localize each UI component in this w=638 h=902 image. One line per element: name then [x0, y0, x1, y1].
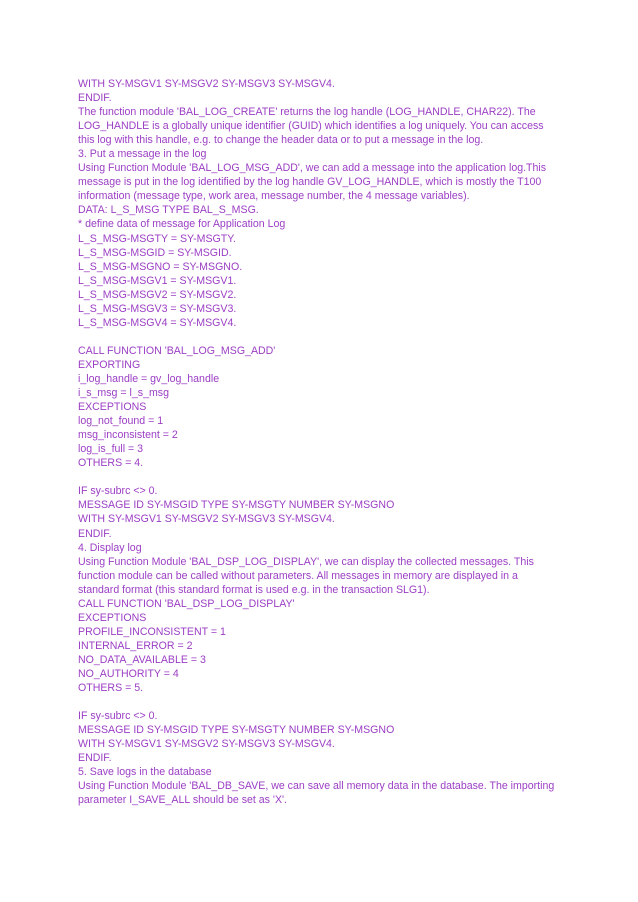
text-line: OTHERS = 4. — [78, 457, 144, 470]
text-line: information (message type, work area, message number, the 4 message variables). — [78, 190, 470, 203]
text-line: WITH SY-MSGV1 SY-MSGV2 SY-MSGV3 SY-MSGV4. — [78, 78, 335, 90]
text-line: EXPORTING — [78, 358, 141, 371]
text-line: ENDIF. — [78, 752, 112, 765]
text-line: PROFILE_INCONSISTENT = 1 — [78, 625, 226, 638]
text-line: log_is_full = 3 — [78, 443, 144, 456]
text-line: log_not_found = 1 — [78, 415, 164, 428]
text-line: The function module 'BAL_LOG_CREATE' returns the log handle (LOG_HANDLE, CHAR22). The — [78, 106, 536, 119]
text-line: IF sy-subrc <> 0. — [78, 710, 158, 723]
text-line: EXCEPTIONS — [78, 611, 147, 624]
text-line: OTHERS = 5. — [78, 682, 144, 695]
text-line: Using Function Module 'BAL_DB_SAVE, we can save all memory data in the database. The importing — [78, 780, 555, 793]
text-line: 5. Save logs in the database — [78, 766, 212, 779]
text-line: 3. Put a message in the log — [78, 148, 207, 161]
text-line: EXCEPTIONS — [78, 401, 147, 414]
text-line: L_S_MSG-MSGID = SY-MSGID. — [78, 246, 232, 259]
text-line: CALL FUNCTION 'BAL_LOG_MSG_ADD' — [78, 344, 276, 357]
text-line: INTERNAL_ERROR = 2 — [78, 639, 193, 652]
text-line: function module can be called without parameters. All messages in memory are displayed in a — [78, 569, 518, 582]
text-line: message is put in the log identified by the log handle GV_LOG_HANDLE, which is mostly the T100 — [78, 176, 542, 189]
text-line: Using Function Module 'BAL_DSP_LOG_DISPLAY', we can display the collected messages. This — [78, 555, 534, 568]
text-line: L_S_MSG-MSGV4 = SY-MSGV4. — [78, 316, 237, 329]
text-line: MESSAGE ID SY-MSGID TYPE SY-MSGTY NUMBER SY-MSGNO — [78, 499, 395, 512]
text-line: WITH SY-MSGV1 SY-MSGV2 SY-MSGV3 SY-MSGV4. — [78, 738, 335, 751]
text-line: NO_AUTHORITY = 4 — [78, 667, 179, 680]
text-line: msg_inconsistent = 2 — [78, 429, 178, 442]
text-line: Using Function Module 'BAL_LOG_MSG_ADD', we can add a message into the application log.This — [78, 162, 547, 175]
text-line: 4. Display log — [78, 541, 142, 554]
text-line: WITH SY-MSGV1 SY-MSGV2 SY-MSGV3 SY-MSGV4. — [78, 513, 335, 526]
blank-line — [78, 470, 568, 484]
text-line: L_S_MSG-MSGNO = SY-MSGNO. — [78, 260, 243, 273]
text-line: NO_DATA_AVAILABLE = 3 — [78, 653, 206, 666]
text-line: L_S_MSG-MSGV3 = SY-MSGV3. — [78, 302, 237, 315]
text-line: CALL FUNCTION 'BAL_DSP_LOG_DISPLAY' — [78, 597, 295, 610]
text-line: MESSAGE ID SY-MSGID TYPE SY-MSGTY NUMBER SY-MSGNO — [78, 724, 395, 737]
text-line: parameter I_SAVE_ALL should be set as 'X'. — [78, 794, 287, 807]
text-line: DATA: L_S_MSG TYPE BAL_S_MSG. — [78, 204, 259, 217]
text-line: * define data of message for Application Log — [78, 218, 286, 231]
text-line: standard format (this standard format is used e.g. in the transaction SLG1). — [78, 583, 430, 596]
text-line: ENDIF. — [78, 92, 112, 105]
text-line: IF sy-subrc <> 0. — [78, 485, 158, 498]
text-line: L_S_MSG-MSGV2 = SY-MSGV2. — [78, 288, 237, 301]
document-body — [78, 77, 568, 807]
blank-line — [78, 330, 568, 344]
text-line: L_S_MSG-MSGTY = SY-MSGTY. — [78, 232, 236, 245]
blank-line — [78, 695, 568, 709]
text-line: ENDIF. — [78, 527, 112, 540]
text-line: this log with this handle, e.g. to change the header data or to put a message in the log. — [78, 134, 484, 147]
text-line: L_S_MSG-MSGV1 = SY-MSGV1. — [78, 274, 237, 287]
text-line: LOG_HANDLE is a globally unique identifier (GUID) which identifies a log uniquely. You can access — [78, 120, 544, 133]
text-line: i_log_handle = gv_log_handle — [78, 372, 220, 385]
text-line: i_s_msg = l_s_msg — [78, 387, 169, 400]
